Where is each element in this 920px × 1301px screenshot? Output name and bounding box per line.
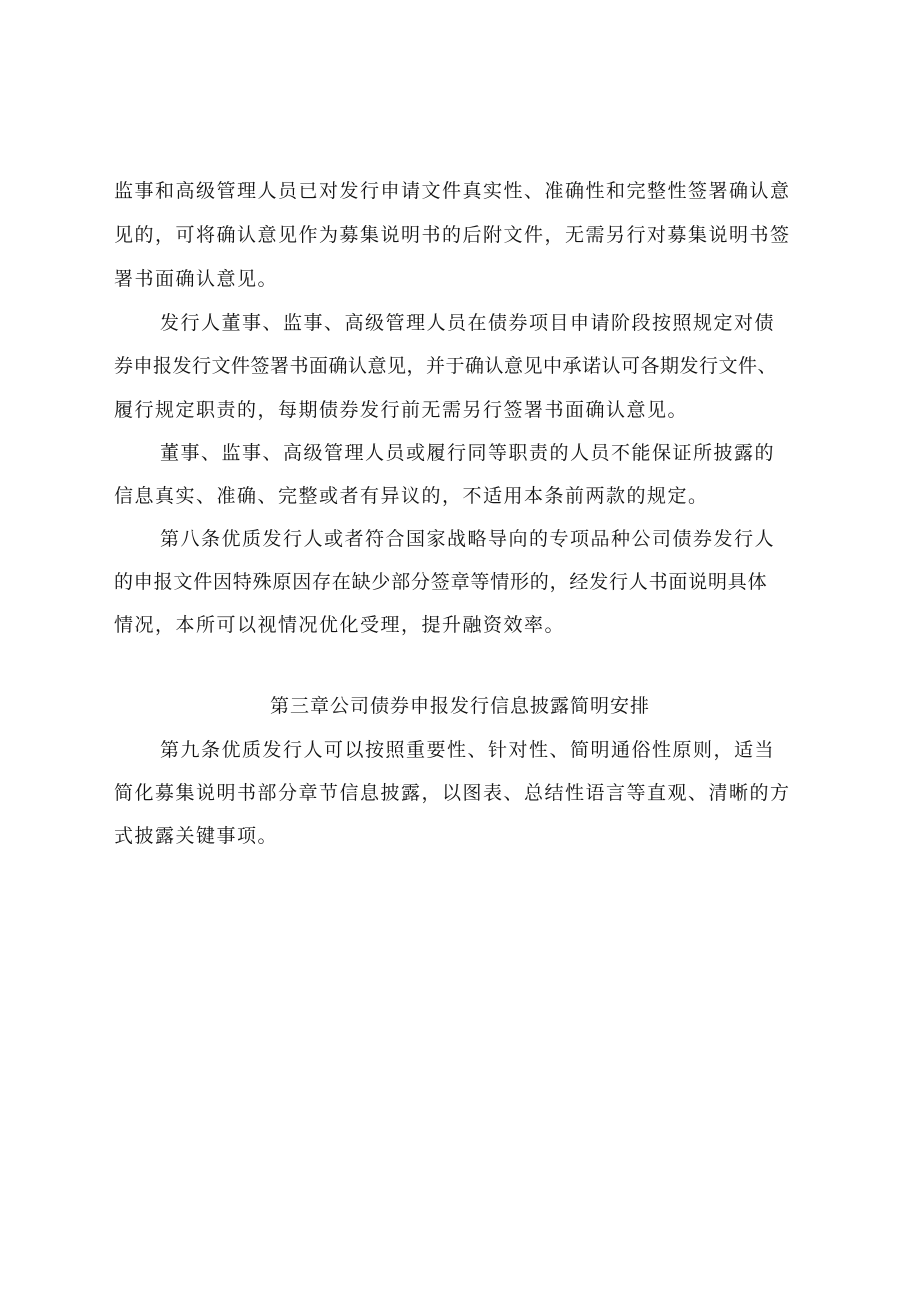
paragraph-5-line-3: 式披露关键事项。	[114, 825, 279, 847]
paragraph-4-line-1: 第八条优质发行人或者符合国家战略导向的专项品种公司债券发行人	[160, 528, 776, 550]
paragraph-2-line-2: 券申报发行文件签署书面确认意见，并于确认意见中承诺认可各期发行文件、	[114, 355, 778, 377]
paragraph-1-line-3: 署书面确认意见。	[114, 268, 279, 290]
paragraph-1-line-1: 监事和高级管理人员已对发行申请文件真实性、准确性和完整性签署确认意	[114, 180, 791, 202]
paragraph-1-line-2: 见的，可将确认意见作为募集说明书的后附文件，无需另行对募集说明书签	[114, 224, 791, 246]
paragraph-3-line-2: 信息真实、准确、完整或者有异议的，不适用本条前两款的规定。	[114, 485, 709, 507]
paragraph-5-line-1: 第九条优质发行人可以按照重要性、针对性、简明通俗性原则，适当	[160, 739, 776, 761]
paragraph-2-line-1: 发行人董事、监事、高级管理人员在债券项目申请阶段按照规定对债	[160, 312, 776, 334]
paragraph-2-line-3: 履行规定职责的，每期债券发行前无需另行签署书面确认意见。	[114, 399, 689, 421]
paragraph-4-line-2: 的申报文件因特殊原因存在缺少部分签章等情形的，经发行人书面说明具体	[114, 571, 768, 593]
chapter-heading: 第三章公司债券申报发行信息披露简明安排	[269, 695, 650, 717]
paragraph-4-line-3: 情况，本所可以视情况优化受理，提升融资效率。	[114, 614, 566, 636]
paragraph-5-line-2: 简化募集说明书部分章节信息披露，以图表、总结性语言等直观、清晰的方	[114, 782, 791, 804]
paragraph-3-line-1: 董事、监事、高级管理人员或履行同等职责的人员不能保证所披露的	[160, 442, 776, 464]
